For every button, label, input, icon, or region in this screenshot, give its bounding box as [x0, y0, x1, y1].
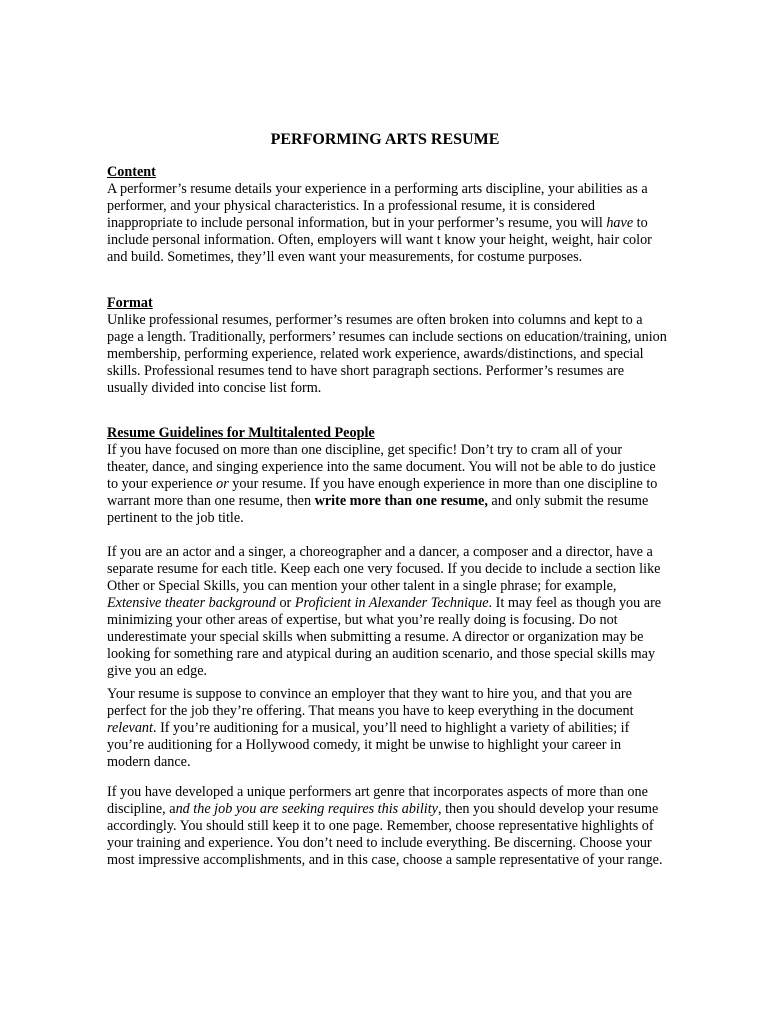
format-heading: Format [107, 295, 153, 311]
content-section [107, 164, 667, 266]
paragraph-bold: write more than one resume, [314, 493, 488, 509]
paragraph-emphasis: or [216, 476, 229, 492]
guidelines-paragraph-3-block [107, 686, 667, 771]
guidelines-paragraph-2 [107, 544, 667, 680]
paragraph-emphasis: Proficient in Alexander Technique [294, 595, 489, 611]
format-paragraph: Unlike professional resumes, performer’s resumes are often broken into columns and kept to a page a length. Traditionally, performers’ resumes can include sections on education/training, union membership, performing experience, related work experience, awards/distinctions, and special skills. Professional resumes tend to have short paragraph sections. Performer’s resumes are usually divided into concise list form. [107, 312, 667, 396]
content-text: A performer’s resume details your experience in a performing arts discipline, your abilities as a performer, and your physical characteristics. In a professional resume, it is considered inappropriate to include personal information, but in your performer’s resume, you will [107, 181, 648, 231]
paragraph-text: . It may feel as though you are minimizing your other areas of expertise, but what you’re really doing is focusing. Do not underestimate your special skills when submitting a resume. A director or organization may be looking for something rare and atypical during an audition scenario, and those special skills may give you an edge. [107, 595, 662, 679]
paragraph-text: your resume. If you have enough experience in more than one discipline to warrant more than one resume, then [107, 476, 658, 509]
guidelines-paragraph-4 [107, 784, 667, 869]
paragraph-text: or [275, 595, 295, 611]
paragraph-text: If you are an actor and a singer, a choreographer and a dancer, a composer and a director, have a separate resume for each title. Keep each one very focused. If you decide to include a section like Other or Special Skills, you can mention your other talent in a single phrase; for example, [107, 544, 661, 594]
paragraph-text: If you have developed a unique performers art genre that incorporates aspects of more than one discipline, a [107, 784, 648, 817]
guidelines-paragraph-3 [107, 686, 667, 771]
paragraph-text: , then you should develop your resume accordingly. You should still keep it to one page. Remember, choose representative highlights of your training and experience. You don’t need to include everything. Be discerning. Choose your most impressive accomplishments, and in this case, choose a sample representative of your range. [107, 801, 663, 868]
paragraph-text: . If you’re auditioning for a musical, you’ll need to highlight a variety of abilities; if you’re auditioning for a Hollywood comedy, it might be unwise to highlight your career in modern dance. [107, 720, 630, 770]
content-emphasis: have [606, 215, 634, 231]
paragraph-text: Your resume is suppose to convince an employer that they want to hire you, and that you are perfect for the job they’re offering. That means you have to keep everything in the document [107, 686, 634, 719]
guidelines-paragraph-1 [107, 442, 667, 527]
paragraph-emphasis: nd the job you are seeking requires this ability [175, 801, 438, 817]
content-paragraph [107, 181, 667, 266]
format-section [107, 295, 667, 397]
guidelines-paragraph-4-block [107, 784, 667, 869]
guidelines-heading: Resume Guidelines for Multitalented People [107, 425, 375, 441]
paragraph-emphasis: relevant [107, 720, 153, 736]
document-title: PERFORMING ARTS RESUME [270, 131, 500, 148]
guidelines-section [107, 425, 667, 527]
paragraph-emphasis: Extensive theater background [107, 595, 276, 611]
guidelines-paragraph-2-block [107, 544, 667, 680]
paragraph-text: If you have focused on more than one discipline, get specific! Don’t try to cram all of your theater, dance, and singing experience into the same document. You will not be able to do justice to your experience [107, 442, 656, 492]
paragraph-text: and only submit the resume pertinent to the job title. [107, 493, 649, 526]
content-heading: Content [107, 164, 156, 180]
content-text: to include personal information. Often, employers will want t know your height, weight, hair color and build. Sometimes, they’ll even want your measurements, for costume purposes. [107, 215, 652, 265]
